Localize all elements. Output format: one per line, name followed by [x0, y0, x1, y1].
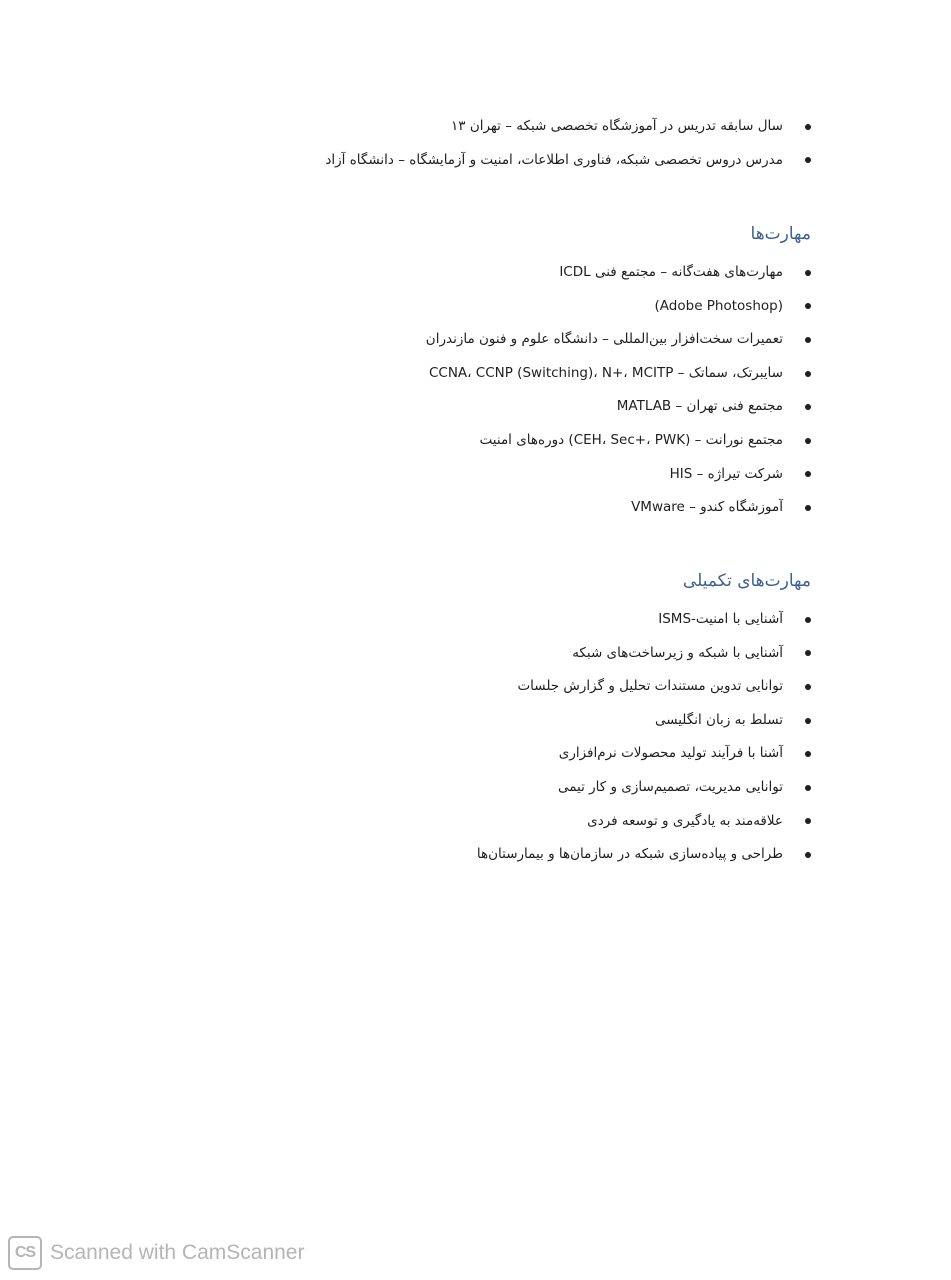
list-item-text: مجتمع فنی تهران – MATLAB [616, 398, 783, 415]
skills-heading: مهارت‌ها [750, 224, 811, 244]
list-item-text: آشنایی با امنیت-ISMS [658, 611, 783, 627]
list-item [291, 805, 811, 839]
list-item [291, 357, 811, 391]
watermark-text: Scanned with CamScanner [50, 1241, 305, 1264]
bullet-icon [805, 751, 811, 757]
list-item-text: علاقه‌مند به یادگیری و توسعه فردی [587, 812, 783, 829]
bullet-icon [805, 371, 811, 377]
bullet-icon [805, 337, 811, 343]
skills-list [291, 256, 811, 525]
list-item [291, 458, 811, 492]
bullet-icon [805, 124, 811, 130]
list-item-text: آموزشگاه کندو – VMware [631, 499, 783, 516]
bullet-icon [805, 404, 811, 410]
bullet-icon [805, 785, 811, 791]
list-item [291, 637, 811, 671]
list-item-text: تعمیرات سخت‌افزار بین‌المللی – دانشگاه علوم و فنون مازندران [425, 331, 783, 348]
bullet-icon [805, 684, 811, 690]
bullet-icon [805, 505, 811, 511]
skills-section [291, 256, 811, 525]
bullet-icon [805, 438, 811, 444]
extra-skills-heading: مهارت‌های تکمیلی [682, 571, 811, 591]
list-item-text: شرکت تیراژه – HIS [669, 465, 783, 482]
skills-heading-wrap [291, 219, 811, 249]
extra-skills-section [291, 603, 811, 872]
list-item-text: تسلط به زبان انگلیسی [654, 711, 783, 728]
list-item-text: مجتمع نورانت – (CEH، Sec+، PWK) دوره‌های امنیت [479, 431, 783, 448]
list-item-text: مهارت‌های هفت‌گانه – مجتمع فنی ICDL [559, 264, 783, 280]
list-item-text: آشنایی با شبکه و زیرساخت‌های شبکه [572, 644, 783, 661]
list-item [291, 771, 811, 805]
list-item [291, 838, 811, 872]
list-item [291, 737, 811, 771]
list-item-text: سال سابقه تدریس در آموزشگاه تخصصی شبکه – تهران ۱۳ [451, 118, 783, 134]
bullet-icon [805, 818, 811, 824]
list-item [291, 110, 811, 144]
list-item [291, 704, 811, 738]
list-item [291, 491, 811, 525]
experience-section [291, 110, 811, 177]
bullet-icon [805, 718, 811, 724]
extra-skills-heading-wrap [291, 566, 811, 596]
bullet-icon [805, 157, 811, 163]
experience-list [291, 110, 811, 177]
list-item-text: (Adobe Photoshop) [654, 297, 783, 314]
list-item-text: توانایی مدیریت، تصمیم‌سازی و کار تیمی [557, 778, 783, 795]
list-item-text: آشنا با فرآیند تولید محصولات نرم‌افزاری [558, 745, 783, 762]
bullet-icon [805, 852, 811, 858]
bullet-icon [805, 650, 811, 656]
list-item [291, 670, 811, 704]
list-item-text: طراحی و پیاده‌سازی شبکه در سازمان‌ها و بیمارستان‌ها [476, 846, 783, 863]
bullet-icon [805, 471, 811, 477]
list-item [291, 424, 811, 458]
list-item-text: مدرس دروس تخصصی شبکه، فناوری اطلاعات، امنیت و آزمایشگاه – دانشگاه آزاد [325, 151, 783, 168]
bullet-icon [805, 303, 811, 309]
list-item-text: توانایی تدوین مستندات تحلیل و گزارش جلسات [517, 678, 783, 695]
camscanner-logo-icon: CS [8, 1236, 42, 1270]
bullet-icon [805, 270, 811, 276]
list-item [291, 256, 811, 290]
extra-skills-list [291, 603, 811, 872]
list-item [291, 390, 811, 424]
list-item [291, 323, 811, 357]
list-item [291, 290, 811, 324]
bullet-icon [805, 617, 811, 623]
list-item [291, 603, 811, 637]
list-item [291, 144, 811, 178]
list-item-text: سایبرتک، سماتک – CCNA، CCNP (Switching)، N+، MCITP [428, 364, 783, 381]
camscanner-watermark [8, 1236, 304, 1270]
